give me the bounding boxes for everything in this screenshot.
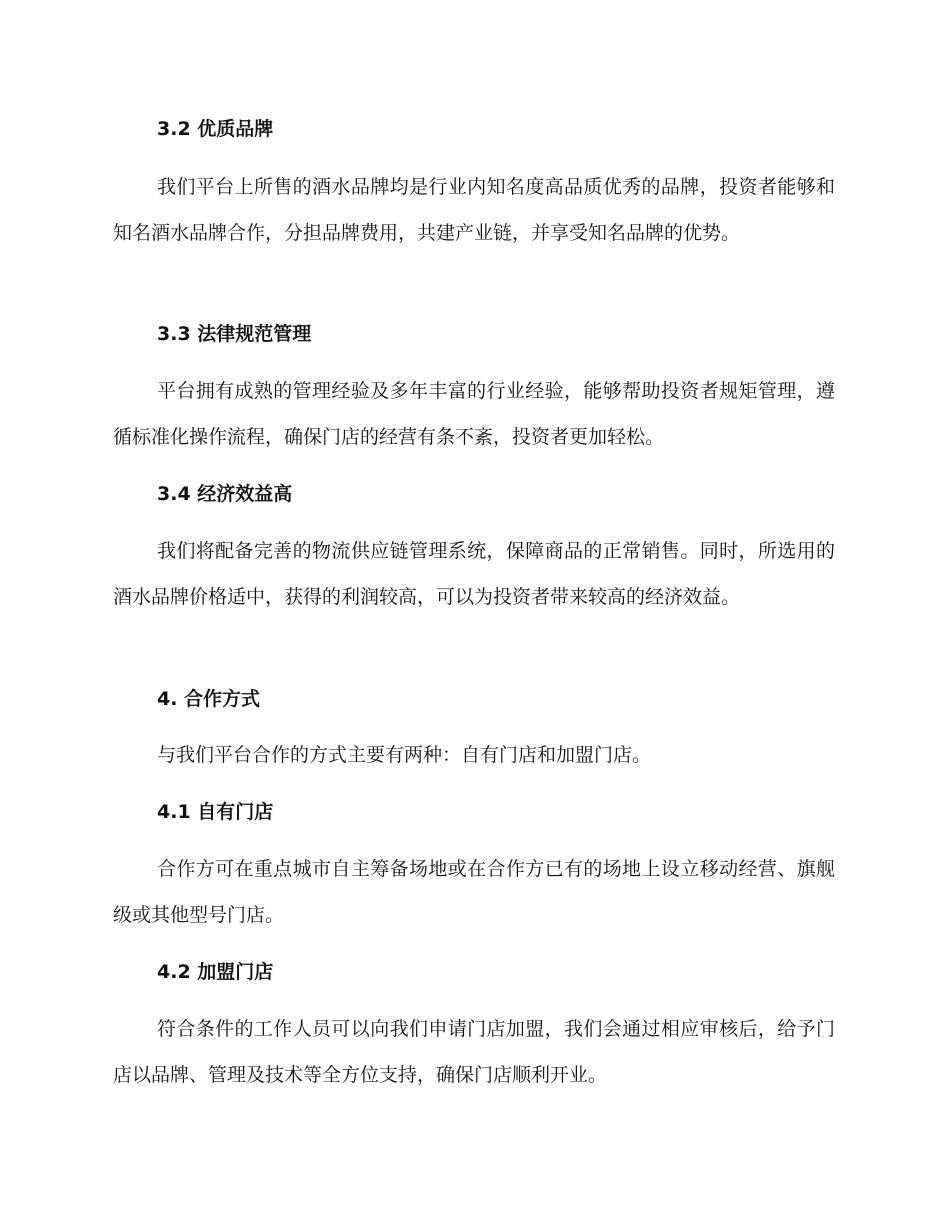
section-heading-4-1: 4.1 自有门店 bbox=[157, 801, 274, 823]
section-body-4-1: 合作方可在重点城市自主筹备场地或在合作方已有的场地上设立移动经营、旗舰级或其他型号门店。 bbox=[113, 858, 835, 926]
section-heading-4: 4. 合作方式 bbox=[157, 688, 261, 710]
section-body-3-2: 我们平台上所售的酒水品牌均是行业内知名度高品质优秀的品牌，投资者能够和知名酒水品牌合作，分担品牌费用，共建产业链，并享受知名品牌的优势。 bbox=[113, 176, 835, 244]
section-body-4: 与我们平台合作的方式主要有两种：自有门店和加盟门店。 bbox=[157, 744, 652, 766]
section-body-3-4: 我们将配备完善的物流供应链管理系统，保障商品的正常销售。同时，所选用的酒水品牌价格适中，获得的利润较高，可以为投资者带来较高的经济效益。 bbox=[113, 540, 835, 608]
section-heading-3-2: 3.2 优质品牌 bbox=[157, 118, 274, 140]
section-heading-4-2: 4.2 加盟门店 bbox=[157, 961, 274, 983]
section-body-4-2: 符合条件的工作人员可以向我们申请门店加盟，我们会通过相应审核后，给予门店以品牌、管理及技术等全方位支持，确保门店顺利开业。 bbox=[113, 1018, 835, 1086]
section-body-3-3: 平台拥有成熟的管理经验及多年丰富的行业经验，能够帮助投资者规矩管理，遵循标准化操作流程，确保门店的经营有条不紊，投资者更加轻松。 bbox=[113, 380, 835, 448]
section-heading-3-3: 3.3 法律规范管理 bbox=[157, 323, 312, 345]
section-heading-3-4: 3.4 经济效益高 bbox=[157, 483, 293, 505]
